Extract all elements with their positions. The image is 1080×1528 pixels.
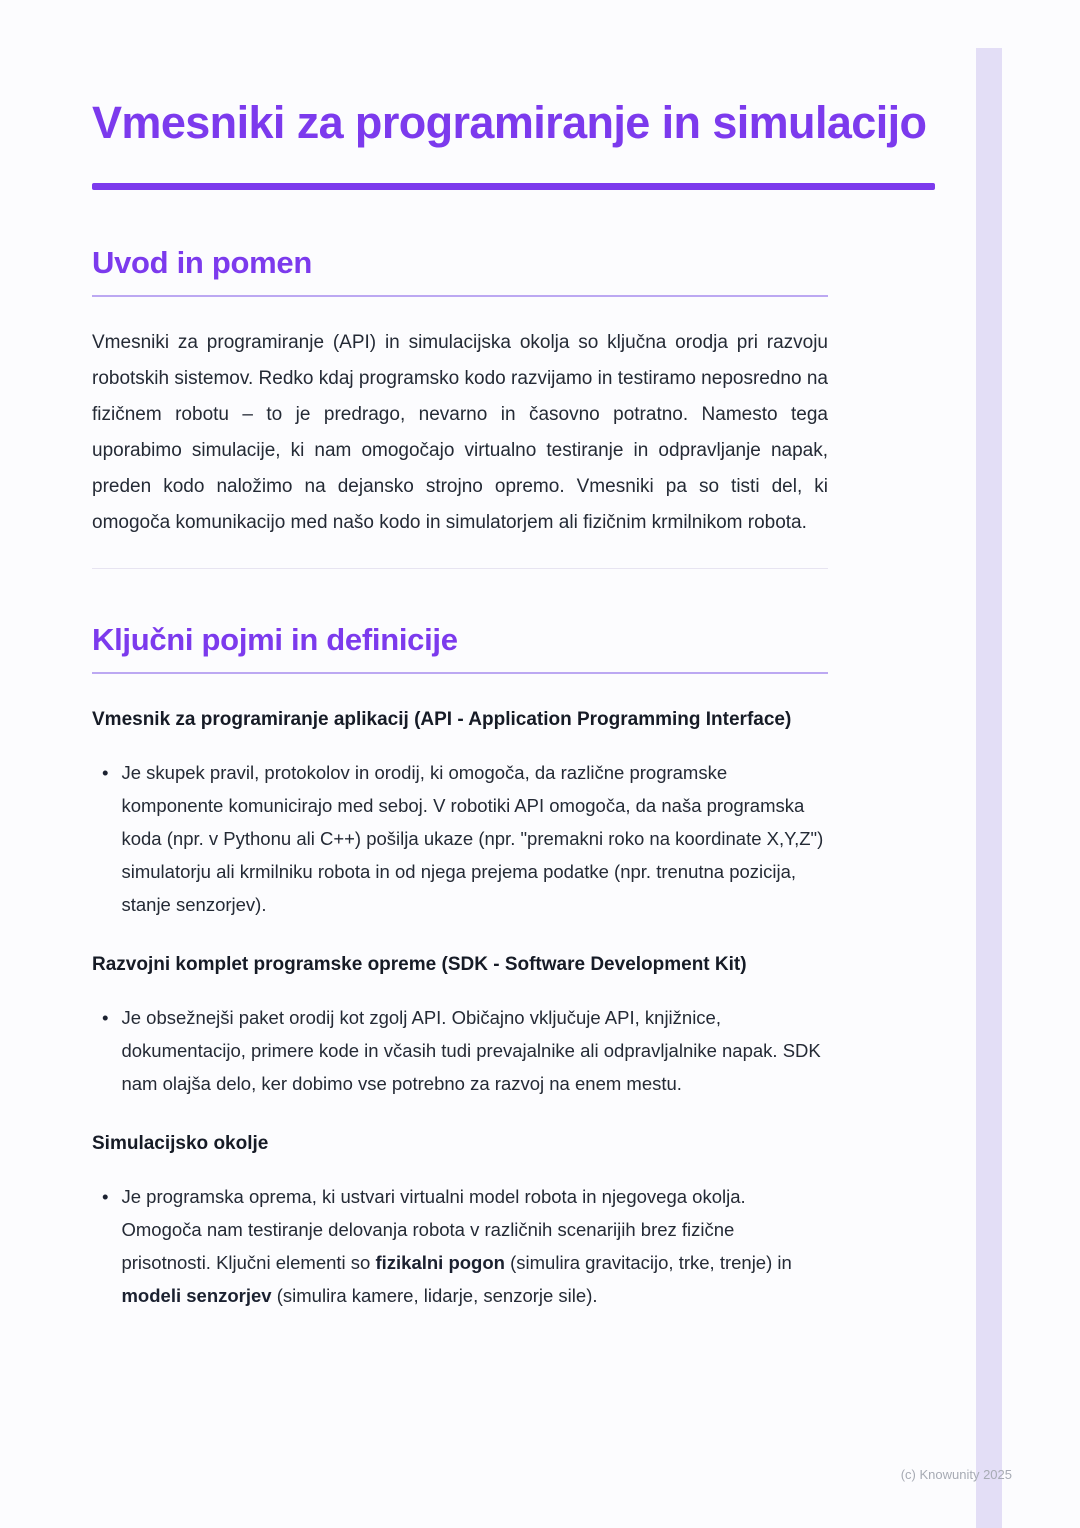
term-title-api: Vmesnik za programiranje aplikacij (API - Application Programming Interface) bbox=[92, 708, 792, 730]
footer-credit: (c) Knowunity 2025 bbox=[900, 1467, 1012, 1482]
list-item bbox=[92, 756, 828, 921]
bullet-list bbox=[92, 1001, 828, 1100]
title-rule-divider bbox=[92, 183, 935, 190]
text-segment: Je skupek pravil, protokolov in orodij, ki omogoča, da različne programske komponente komunicirajo med seboj. V robotiki API omogoča, da naša programska koda (npr. v Pythonu ali C++) pošilja ukaze (npr. "premakni roko na koordinate X,Y,Z") simulatorju ali krmilniku robota in od njega prejema podatke (npr. trenutna pozicija, stanje senzorjev). bbox=[121, 761, 824, 915]
bullet-text bbox=[121, 1180, 828, 1312]
section-heading-uvod: Uvod in pomen bbox=[92, 244, 312, 280]
term-title-sdk: Razvojni komplet programske opreme (SDK - Software Development Kit) bbox=[92, 953, 747, 975]
bullet-list bbox=[92, 1180, 828, 1312]
text-segment: Je programska oprema, ki ustvari virtualni model robota in njegovega okolja. Omogoča nam testiranje delovanja robota v različnih scenarijih brez fizične prisotnosti. Ključni elementi so bbox=[121, 1185, 746, 1273]
bullet-list bbox=[92, 756, 828, 921]
bullet-text bbox=[121, 756, 828, 921]
text-segment-bold: modeli senzorjev bbox=[121, 1284, 272, 1306]
section-divider bbox=[92, 568, 828, 569]
section-heading-kljucni-pojmi: Ključni pojmi in definicije bbox=[92, 621, 458, 657]
section-heading-underline bbox=[92, 295, 828, 297]
bullet-icon: • bbox=[102, 1185, 109, 1207]
list-item bbox=[92, 1001, 828, 1100]
page-title: Vmesniki za programiranje in simulacijo bbox=[92, 97, 927, 148]
document-content bbox=[92, 0, 927, 1312]
list-item bbox=[92, 1180, 828, 1312]
intro-paragraph: Vmesniki za programiranje (API) in simulacijska okolja so ključna orodja pri razvoju robotskih sistemov. Redko kdaj programsko kodo razvijamo in testiramo neposredno na fizičnem robotu – to je predrago, nevarno in časovno potratno. Namesto tega uporabimo simulacije, ki nam omogočajo virtualno testiranje in odpravljanje napak, preden kodo naložimo na dejansko strojno opremo. Vmesniki pa so tisti del, ki omogoča komunikacijo med našo kodo in simulatorjem ali fizičnim krmilnikom robota. bbox=[92, 331, 828, 533]
section-heading-underline bbox=[92, 672, 828, 674]
term-title-simulacijsko-okolje: Simulacijsko okolje bbox=[92, 1132, 269, 1154]
decorative-side-stripe bbox=[976, 48, 1002, 1528]
bullet-text bbox=[121, 1001, 828, 1100]
bullet-icon: • bbox=[102, 761, 109, 783]
text-segment: (simulira kamere, lidarje, senzorje sile). bbox=[271, 1284, 598, 1306]
bullet-icon: • bbox=[102, 1006, 109, 1028]
text-segment: (simulira gravitacijo, trke, trenje) in bbox=[504, 1251, 792, 1273]
text-segment-bold: fizikalni pogon bbox=[375, 1251, 505, 1273]
text-segment: Je obsežnejši paket orodij kot zgolj API. Običajno vključuje API, knjižnice, dokumentacijo, primere kode in včasih tudi prevajalnike ali odpravljalnike napak. SDK nam olajša delo, ker dobimo vse potrebno za razvoj na enem mestu. bbox=[121, 1006, 821, 1094]
